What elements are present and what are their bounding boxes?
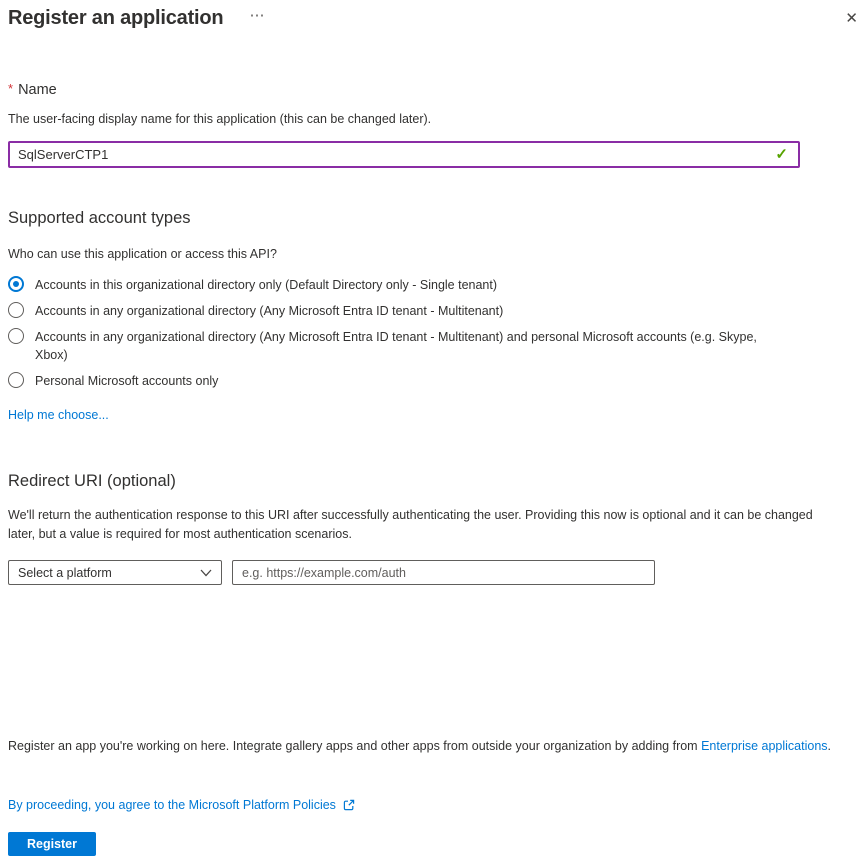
policies-link-text: By proceeding, you agree to the Microsoft Platform Policies <box>8 797 336 812</box>
footer-info-before: Register an app you're working on here. Integrate gallery apps and other apps from outside your organization by adding from <box>8 739 702 753</box>
required-asterisk: * <box>8 81 14 96</box>
platform-policies-link[interactable] <box>8 797 356 812</box>
name-input-container <box>8 141 800 168</box>
radio-button-icon <box>8 302 24 318</box>
redirect-uri-controls <box>8 560 859 585</box>
external-link-icon <box>342 798 356 812</box>
name-input[interactable] <box>10 147 775 162</box>
radio-option-multitenant[interactable] <box>8 302 859 320</box>
radio-option-label: Accounts in any organizational directory (Any Microsoft Entra ID tenant - Multitenant) <box>35 304 504 318</box>
radio-option-multitenant-personal[interactable] <box>8 328 859 364</box>
enterprise-applications-link[interactable]: Enterprise applications <box>701 739 828 753</box>
section-heading-redirect-uri: Redirect URI (optional) <box>8 472 176 490</box>
valid-checkmark-icon: ✓ <box>775 146 788 163</box>
platform-select-value: Select a platform <box>18 565 112 580</box>
name-field-label <box>8 81 859 98</box>
platform-select-dropdown[interactable] <box>8 560 222 585</box>
footer-info-after: . <box>827 739 832 753</box>
page-title: Register an application <box>8 7 224 29</box>
panel-header <box>0 0 867 31</box>
account-types-question: Who can use this application or access this API? <box>8 247 277 261</box>
context-menu-ellipsis-icon[interactable]: ⋯ <box>249 7 266 24</box>
radio-option-label: Accounts in this organizational directory only (Default Directory only - Single tenant) <box>35 278 498 292</box>
close-icon[interactable]: ✕ <box>845 10 858 27</box>
footer-info-text <box>8 739 859 753</box>
help-me-choose-link[interactable]: Help me choose... <box>8 408 109 422</box>
radio-option-personal-only[interactable] <box>8 372 859 390</box>
register-button[interactable]: Register <box>8 832 96 856</box>
name-field-description: The user-facing display name for this application (this can be changed later). <box>8 112 432 126</box>
name-label-text: Name <box>18 82 57 98</box>
radio-option-label: Personal Microsoft accounts only <box>35 374 219 388</box>
redirect-uri-description: We'll return the authentication response to this URI after successfully authenticating the user. Providing this now is optional and it can be changed later, but a value is required for most authentication scenarios. <box>8 508 813 541</box>
chevron-down-icon <box>200 569 212 577</box>
radio-option-single-tenant[interactable] <box>8 276 859 294</box>
radio-option-label: Accounts in any organizational directory (Any Microsoft Entra ID tenant - Multitenant) and personal Microsoft accounts (e.g. Skype, Xbox) <box>35 330 757 362</box>
section-heading-supported-account-types: Supported account types <box>8 209 191 227</box>
radio-button-icon <box>8 328 24 344</box>
redirect-uri-input[interactable] <box>232 560 655 585</box>
radio-button-icon <box>8 276 24 292</box>
radio-button-icon <box>8 372 24 388</box>
account-types-radio-group <box>8 276 859 390</box>
